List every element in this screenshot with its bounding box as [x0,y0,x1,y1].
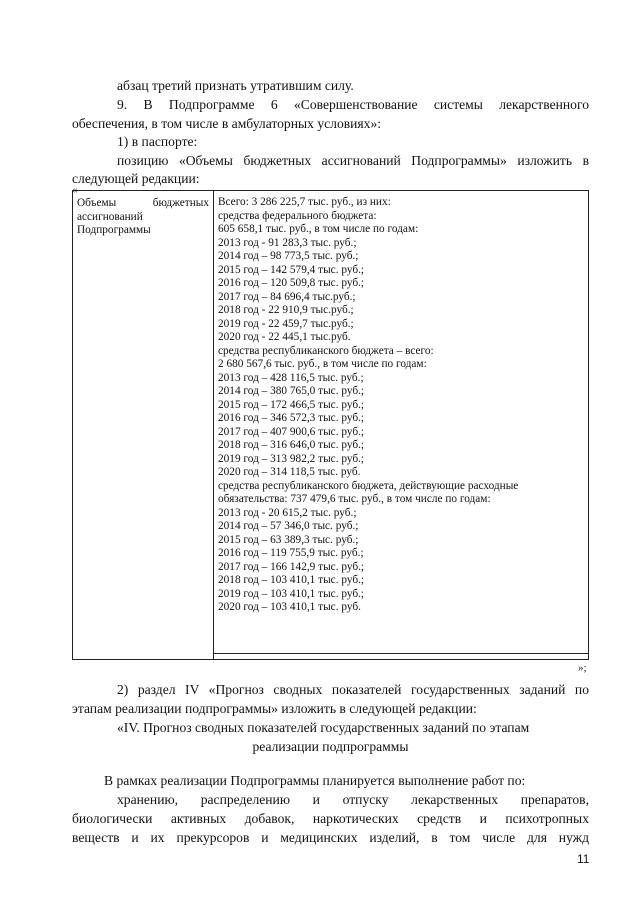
budget-line: 2018 год - 22 910,9 тыс.руб.; [218,304,354,316]
budget-line: 2018 год – 316 646,0 тыс. руб.; [218,439,365,451]
budget-line: 2013 год - 20 615,2 тыс. руб.; [218,506,357,519]
budget-line: средства республиканского бюджета, действующие расходные [218,479,519,492]
intro-line-1: абзац третий признать утратившим силу. [117,78,354,93]
budget-line: 2017 год – 407 900,6 тыс. руб.; [218,425,365,438]
budget-line: 2014 год – 380 765,0 тыс. руб.; [218,385,365,397]
subitem-2-line-b: этапам реализации подпрограммы» изложить в следующей редакции: [72,701,477,716]
budget-line: 2019 год - 22 459,7 тыс.руб.; [218,317,354,330]
left-label-line: Подпрограммы [77,224,151,236]
budget-line: 605 658,1 тыс. руб., в том числе по годам: [218,223,419,235]
budget-line: 2020 год - 22 445,1 тыс.руб. [218,331,351,343]
position-line-b: следующей редакции: [72,171,200,186]
section-heading-line-b: реализации подпрограммы [252,739,409,754]
page-number: 11 [577,852,590,866]
budget-line: 2015 год – 142 579,4 тыс. руб.; [218,263,365,276]
paragraph-line-a: В рамках реализации Подпрограммы планируется выполнение работ по: [104,773,526,788]
budget-line: 2016 год – 346 572,3 тыс. руб.; [218,412,365,424]
budget-line: 2019 год – 103 410,1 тыс. руб.; [218,587,365,600]
close-quote: »; [578,662,587,674]
open-quote: « [72,184,78,196]
budget-line: Всего: 3 286 225,7 тыс. руб., из них: [218,196,391,208]
budget-line: 2014 год – 57 346,0 тыс. руб.; [218,520,359,532]
budget-table [72,190,589,660]
table-right-cell [218,196,584,615]
budget-line: 2018 год – 103 410,1 тыс. руб.; [218,574,365,586]
budget-line: средства федерального бюджета: [218,209,377,222]
left-label-line: Объемы бюджетных [77,197,209,209]
subitem-2-line-a: 2) раздел IV «Прогноз сводных показателей государственных заданий по [117,682,589,697]
budget-line: 2017 год – 84 696,4 тыс.руб.; [218,290,356,303]
budget-line: средства республиканского бюджета – всего: [218,344,434,357]
paragraph-line-d: веществ и их прекурсоров и медицинских изделий, в том числе для нужд [72,830,589,845]
table-left-cell [77,197,209,238]
subitem-1: 1) в паспорте: [117,134,198,149]
budget-line: 2017 год – 166 142,9 тыс. руб.; [218,560,365,573]
budget-line: 2016 год – 119 755,9 тыс. руб.; [218,547,364,559]
budget-line: 2015 год – 172 466,5 тыс. руб.; [218,398,365,411]
paragraph-line-b: хранению, распределению и отпуску лекарственных препаратов, [117,792,589,807]
budget-line: 2015 год – 63 389,3 тыс. руб.; [218,533,359,546]
budget-line: 2013 год – 428 116,5 тыс. руб.; [218,371,364,384]
budget-line: 2016 год – 120 509,8 тыс. руб.; [218,277,365,289]
position-line-a: позицию «Объемы бюджетных ассигнований Подпрограммы» изложить в [117,153,589,168]
item-9-line-b: обеспечения, в том числе в амбулаторных условиях»: [72,116,382,131]
budget-line: 2020 год – 314 118,5 тыс. руб. [218,466,361,478]
table-column-divider [213,191,214,659]
budget-line: 2 680 567,6 тыс. руб., в том числе по годам: [218,358,427,370]
paragraph-line-c: биологически активных добавок, наркотических средств и психотропных [72,811,589,826]
budget-line: 2013 год - 91 283,3 тыс. руб.; [218,236,357,249]
budget-line: 2014 год – 98 773,5 тыс. руб.; [218,250,359,262]
budget-line: 2020 год – 103 410,1 тыс. руб. [218,601,361,613]
budget-line: 2019 год – 313 982,2 тыс. руб.; [218,452,365,465]
budget-line: обязательства: 737 479,6 тыс. руб., в том числе по годам: [218,493,491,505]
section-heading-line-a: «IV. Прогноз сводных показателей государственных заданий по этапам [117,720,530,735]
left-label-line: ассигнований [77,210,143,223]
table-bottom-rule [213,653,588,654]
item-9-line-a: 9. В Подпрограмме 6 «Совершенствование системы лекарственного [117,97,589,112]
